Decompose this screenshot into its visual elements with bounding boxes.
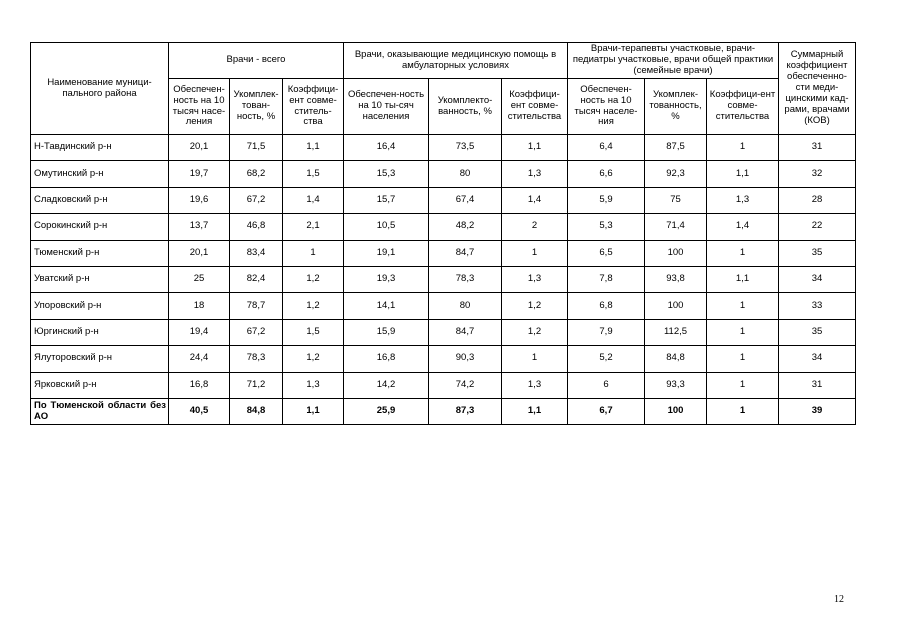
- table-body: [31, 135, 856, 425]
- value-cell: 1,5: [283, 319, 344, 345]
- value-cell: 2,1: [283, 214, 344, 240]
- district-name-cell: Омутинский р-н: [31, 161, 169, 187]
- value-cell: 40,5: [169, 398, 230, 424]
- value-cell: 1,4: [707, 214, 779, 240]
- value-cell: 90,3: [429, 346, 502, 372]
- table-row: [31, 346, 856, 372]
- value-cell: 20,1: [169, 240, 230, 266]
- district-name-cell: По Тюменской области без АО: [31, 398, 169, 424]
- value-cell: 1,1: [707, 161, 779, 187]
- table-row: [31, 293, 856, 319]
- page-number: 12: [834, 594, 844, 605]
- value-cell: 80: [429, 293, 502, 319]
- value-cell: 6: [568, 372, 645, 398]
- value-cell: 1: [502, 346, 568, 372]
- district-name-cell: Сладковский р-н: [31, 187, 169, 213]
- table-row: [31, 319, 856, 345]
- value-cell: 14,1: [344, 293, 429, 319]
- value-cell: 1: [707, 346, 779, 372]
- value-cell: 1,3: [707, 187, 779, 213]
- value-cell: 87,3: [429, 398, 502, 424]
- district-name-cell: Ялуторовский р-н: [31, 346, 169, 372]
- table-row: [31, 214, 856, 240]
- value-cell: 1,2: [502, 293, 568, 319]
- header-group-therapists: Врачи-терапевты участковые, врачи-педиатры участковые, врачи общей практики (семейные врачи): [568, 43, 779, 79]
- value-cell: 84,8: [645, 346, 707, 372]
- value-cell: 14,2: [344, 372, 429, 398]
- value-cell: 16,8: [344, 346, 429, 372]
- value-cell: 19,7: [169, 161, 230, 187]
- value-cell: 25: [169, 266, 230, 292]
- table-row: [31, 372, 856, 398]
- value-cell: 71,4: [645, 214, 707, 240]
- value-cell: 6,8: [568, 293, 645, 319]
- value-cell: 100: [645, 293, 707, 319]
- value-cell: 1,3: [283, 372, 344, 398]
- value-cell: 1,2: [283, 293, 344, 319]
- table-row: [31, 266, 856, 292]
- value-cell: 74,2: [429, 372, 502, 398]
- value-cell: 6,5: [568, 240, 645, 266]
- value-cell: 1,1: [502, 398, 568, 424]
- value-cell: 6,4: [568, 135, 645, 161]
- value-cell: 19,4: [169, 319, 230, 345]
- value-cell: 32: [779, 161, 856, 187]
- value-cell: 78,3: [429, 266, 502, 292]
- value-cell: 1,4: [502, 187, 568, 213]
- value-cell: 93,8: [645, 266, 707, 292]
- value-cell: 1,4: [283, 187, 344, 213]
- value-cell: 92,3: [645, 161, 707, 187]
- value-cell: 1,2: [283, 266, 344, 292]
- value-cell: 6,6: [568, 161, 645, 187]
- header-group-ambulatory: Врачи, оказывающие медицинскую помощь в амбулаторных условиях: [344, 43, 568, 79]
- header-district-name: Наименование муници-пального района: [31, 43, 169, 135]
- value-cell: 16,4: [344, 135, 429, 161]
- value-cell: 7,8: [568, 266, 645, 292]
- value-cell: 1,1: [283, 135, 344, 161]
- value-cell: 71,2: [230, 372, 283, 398]
- district-name-cell: Сорокинский р-н: [31, 214, 169, 240]
- district-name-cell: Ярковский р-н: [31, 372, 169, 398]
- value-cell: 15,3: [344, 161, 429, 187]
- value-cell: 87,5: [645, 135, 707, 161]
- value-cell: 67,2: [230, 187, 283, 213]
- value-cell: 13,7: [169, 214, 230, 240]
- district-name-cell: Уватский р-н: [31, 266, 169, 292]
- value-cell: 100: [645, 398, 707, 424]
- value-cell: 20,1: [169, 135, 230, 161]
- value-cell: 33: [779, 293, 856, 319]
- value-cell: 83,4: [230, 240, 283, 266]
- value-cell: 28: [779, 187, 856, 213]
- table-total-row: [31, 398, 856, 424]
- value-cell: 16,8: [169, 372, 230, 398]
- value-cell: 2: [502, 214, 568, 240]
- header-ter-coefficient: Коэффици-ент совме-стительства: [707, 79, 779, 135]
- value-cell: 112,5: [645, 319, 707, 345]
- value-cell: 24,4: [169, 346, 230, 372]
- district-name-cell: Юргинский р-н: [31, 319, 169, 345]
- table-row: [31, 161, 856, 187]
- value-cell: 1: [707, 398, 779, 424]
- value-cell: 35: [779, 240, 856, 266]
- value-cell: 1,1: [502, 135, 568, 161]
- header-all-staffing: Укомплек-тован-ность, %: [230, 79, 283, 135]
- header-amb-coefficient: Коэффици-ент совме-стительства: [502, 79, 568, 135]
- value-cell: 1,2: [283, 346, 344, 372]
- value-cell: 1,2: [502, 319, 568, 345]
- value-cell: 67,2: [230, 319, 283, 345]
- header-all-provision: Обеспечен-ность на 10 тысяч насе-ления: [169, 79, 230, 135]
- district-name-cell: Упоровский р-н: [31, 293, 169, 319]
- value-cell: 34: [779, 346, 856, 372]
- value-cell: 1: [502, 240, 568, 266]
- value-cell: 15,9: [344, 319, 429, 345]
- value-cell: 1,3: [502, 372, 568, 398]
- value-cell: 67,4: [429, 187, 502, 213]
- value-cell: 84,7: [429, 319, 502, 345]
- value-cell: 46,8: [230, 214, 283, 240]
- value-cell: 100: [645, 240, 707, 266]
- value-cell: 82,4: [230, 266, 283, 292]
- value-cell: 80: [429, 161, 502, 187]
- header-group-all-doctors: Врачи - всего: [169, 43, 344, 79]
- value-cell: 31: [779, 372, 856, 398]
- header-ter-provision: Обеспечен-ность на 10 тысяч населе-ния: [568, 79, 645, 135]
- header-kov: Суммарный коэффициент обеспеченно-сти меди-цинскими кад-рами, врачами (КОВ): [779, 43, 856, 135]
- value-cell: 5,2: [568, 346, 645, 372]
- value-cell: 5,9: [568, 187, 645, 213]
- value-cell: 15,7: [344, 187, 429, 213]
- value-cell: 68,2: [230, 161, 283, 187]
- table-row: [31, 135, 856, 161]
- value-cell: 75: [645, 187, 707, 213]
- value-cell: 5,3: [568, 214, 645, 240]
- value-cell: 25,9: [344, 398, 429, 424]
- table-row: [31, 240, 856, 266]
- value-cell: 1,3: [502, 161, 568, 187]
- header-amb-staffing: Укомплекто-ванность, %: [429, 79, 502, 135]
- value-cell: 31: [779, 135, 856, 161]
- value-cell: 19,3: [344, 266, 429, 292]
- value-cell: 73,5: [429, 135, 502, 161]
- value-cell: 1: [707, 319, 779, 345]
- value-cell: 84,7: [429, 240, 502, 266]
- value-cell: 78,7: [230, 293, 283, 319]
- value-cell: 78,3: [230, 346, 283, 372]
- value-cell: 1,1: [283, 398, 344, 424]
- value-cell: 19,6: [169, 187, 230, 213]
- value-cell: 1,3: [502, 266, 568, 292]
- value-cell: 35: [779, 319, 856, 345]
- header-ter-staffing: Укомплек-тованность, %: [645, 79, 707, 135]
- header-amb-provision: Обеспечен-ность на 10 ты-сяч населения: [344, 79, 429, 135]
- value-cell: 1: [283, 240, 344, 266]
- value-cell: 1: [707, 135, 779, 161]
- value-cell: 48,2: [429, 214, 502, 240]
- value-cell: 71,5: [230, 135, 283, 161]
- value-cell: 1,1: [707, 266, 779, 292]
- value-cell: 34: [779, 266, 856, 292]
- district-name-cell: Н-Тавдинский р-н: [31, 135, 169, 161]
- value-cell: 10,5: [344, 214, 429, 240]
- table-row: [31, 187, 856, 213]
- value-cell: 19,1: [344, 240, 429, 266]
- value-cell: 39: [779, 398, 856, 424]
- value-cell: 84,8: [230, 398, 283, 424]
- value-cell: 22: [779, 214, 856, 240]
- value-cell: 93,3: [645, 372, 707, 398]
- value-cell: 6,7: [568, 398, 645, 424]
- header-all-coefficient: Коэффици-ент совме-ститель-ства: [283, 79, 344, 135]
- value-cell: 7,9: [568, 319, 645, 345]
- district-name-cell: Тюменский р-н: [31, 240, 169, 266]
- value-cell: 1,5: [283, 161, 344, 187]
- value-cell: 1: [707, 372, 779, 398]
- value-cell: 1: [707, 293, 779, 319]
- doctors-staffing-table: [30, 42, 856, 425]
- value-cell: 1: [707, 240, 779, 266]
- value-cell: 18: [169, 293, 230, 319]
